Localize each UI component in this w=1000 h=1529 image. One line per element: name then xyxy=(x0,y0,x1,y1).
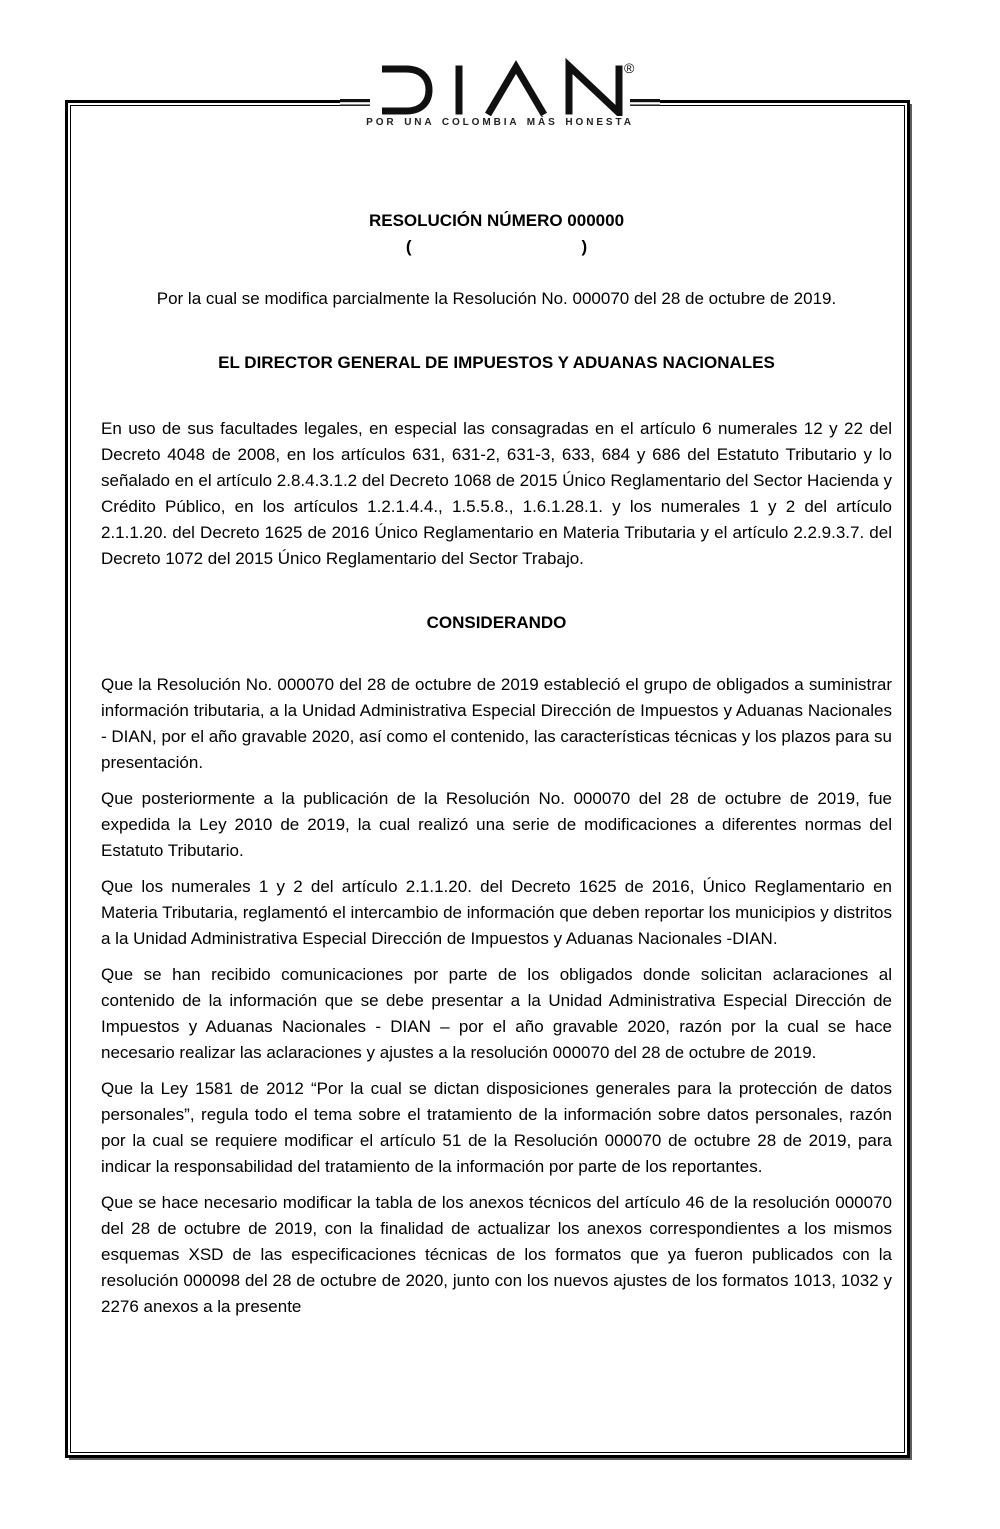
resolution-title: RESOLUCIÓN NÚMERO 000000 xyxy=(368,211,625,230)
considering-heading: CONSIDERANDO xyxy=(426,613,567,632)
close-parenthesis: ) xyxy=(581,237,588,256)
dian-letters xyxy=(382,66,619,115)
authority-heading: EL DIRECTOR GENERAL DE IMPUESTOS Y ADUANAS NACIONALES xyxy=(218,353,775,372)
considering-paragraph-4: Que se han recibido comunicaciones por parte de los obligados donde solicitan aclaraciones al contenido de la información que se debe presentar a la Unidad Administrativa Especial Dirección de Impuestos y Aduanas Nacionales - DIAN – por el año gravable 2020, razón por la cual se hace necesario realizar las aclaraciones y ajustes a la resolución 000070 del 28 de octubre de 2019. xyxy=(101,965,892,1062)
considering-paragraph-5: Que la Ley 1581 de 2012 “Por la cual se dictan disposiciones generales para la protección de datos personales”, regula todo el tema sobre el tratamiento de la información sobre datos personales, razón por la cual se requiere modificar el artículo 51 de la Resolución 000070 de octubre 28 de 2019, para indicar la responsabilidad del tratamiento de la información por parte de los reportantes. xyxy=(101,1079,892,1176)
considering-paragraph-6: Que se hace necesario modificar la tabla de los anexos técnicos del artículo 46 de la resolución 000070 del 28 de octubre de 2019, con la finalidad de actualizar los anexos correspondientes a los mismos esquemas XSD de las especificaciones técnicas de los formatos que ya fueron publicados con la resolución 000098 del 28 de octubre de 2020, junto con los nuevos ajustes de los formatos 1013, 1032 y 2276 anexos a la presente xyxy=(101,1193,892,1316)
registered-trademark-icon: ® xyxy=(624,60,635,76)
legal-basis-paragraph: En uso de sus facultades legales, en especial las consagradas en el artículo 6 numerales 12 y 22 del Decreto 4048 de 2008, en los artículos 631, 631-2, 631-3, 633, 684 y 686 del Estatuto Tributario y lo señalado en el artículo 2.8.4.3.1.2 del Decreto 1068 de 2015 Único Reglamentario del Sector Hacienda y Crédito Público, en los artículos 1.2.1.4.4., 1.5.5.8., 1.6.1.28.1. y los numerales 1 y 2 del artículo 2.1.1.20. del Decreto 1625 de 2016 Único Reglamentario en Materia Tributaria y el artículo 2.2.9.3.7. del Decreto 1072 del 2015 Único Reglamentario del Sector Trabajo. xyxy=(101,419,893,568)
considering-paragraph-3: Que los numerales 1 y 2 del artículo 2.1.1.20. del Decreto 1625 de 2016, Único Reglamentario en Materia Tributaria, reglamentó el intercambio de información que deben reportar los municipios y distritos a la Unidad Administrativa Especial Dirección de Impuestos y Aduanas Nacionales -DIAN. xyxy=(101,877,892,948)
document-frame xyxy=(65,100,910,1458)
open-parenthesis: ( xyxy=(405,237,412,256)
logo-tagline: POR UNA COLOMBIA MÁS HONESTA xyxy=(366,117,634,128)
considering-paragraph-2: Que posteriormente a la publicación de la Resolución No. 000070 del 28 de octubre de 2019, fue expedida la Ley 2010 de 2019, la cual realizó una serie de modificaciones a diferentes normas del Estatuto Tributario. xyxy=(101,789,892,860)
document-content xyxy=(71,106,904,1452)
dian-logo xyxy=(340,52,660,128)
resolution-date-placeholder xyxy=(101,234,892,260)
considering-paragraph-1: Que la Resolución No. 000070 del 28 de octubre de 2019 estableció el grupo de obligados a suministrar información tributaria, a la Unidad Administrativa Especial Dirección de Impuestos y Aduanas Nacionales - DIAN, por el año gravable 2020, así como el contenido, las características técnicas y los plazos para su presentación. xyxy=(101,675,892,772)
resolution-subject: Por la cual se modifica parcialmente la Resolución No. 000070 del 28 de octubre de 2019. xyxy=(156,289,837,308)
document-frame-inner-border xyxy=(70,105,905,1453)
dian-wordmark-icon xyxy=(340,52,660,116)
